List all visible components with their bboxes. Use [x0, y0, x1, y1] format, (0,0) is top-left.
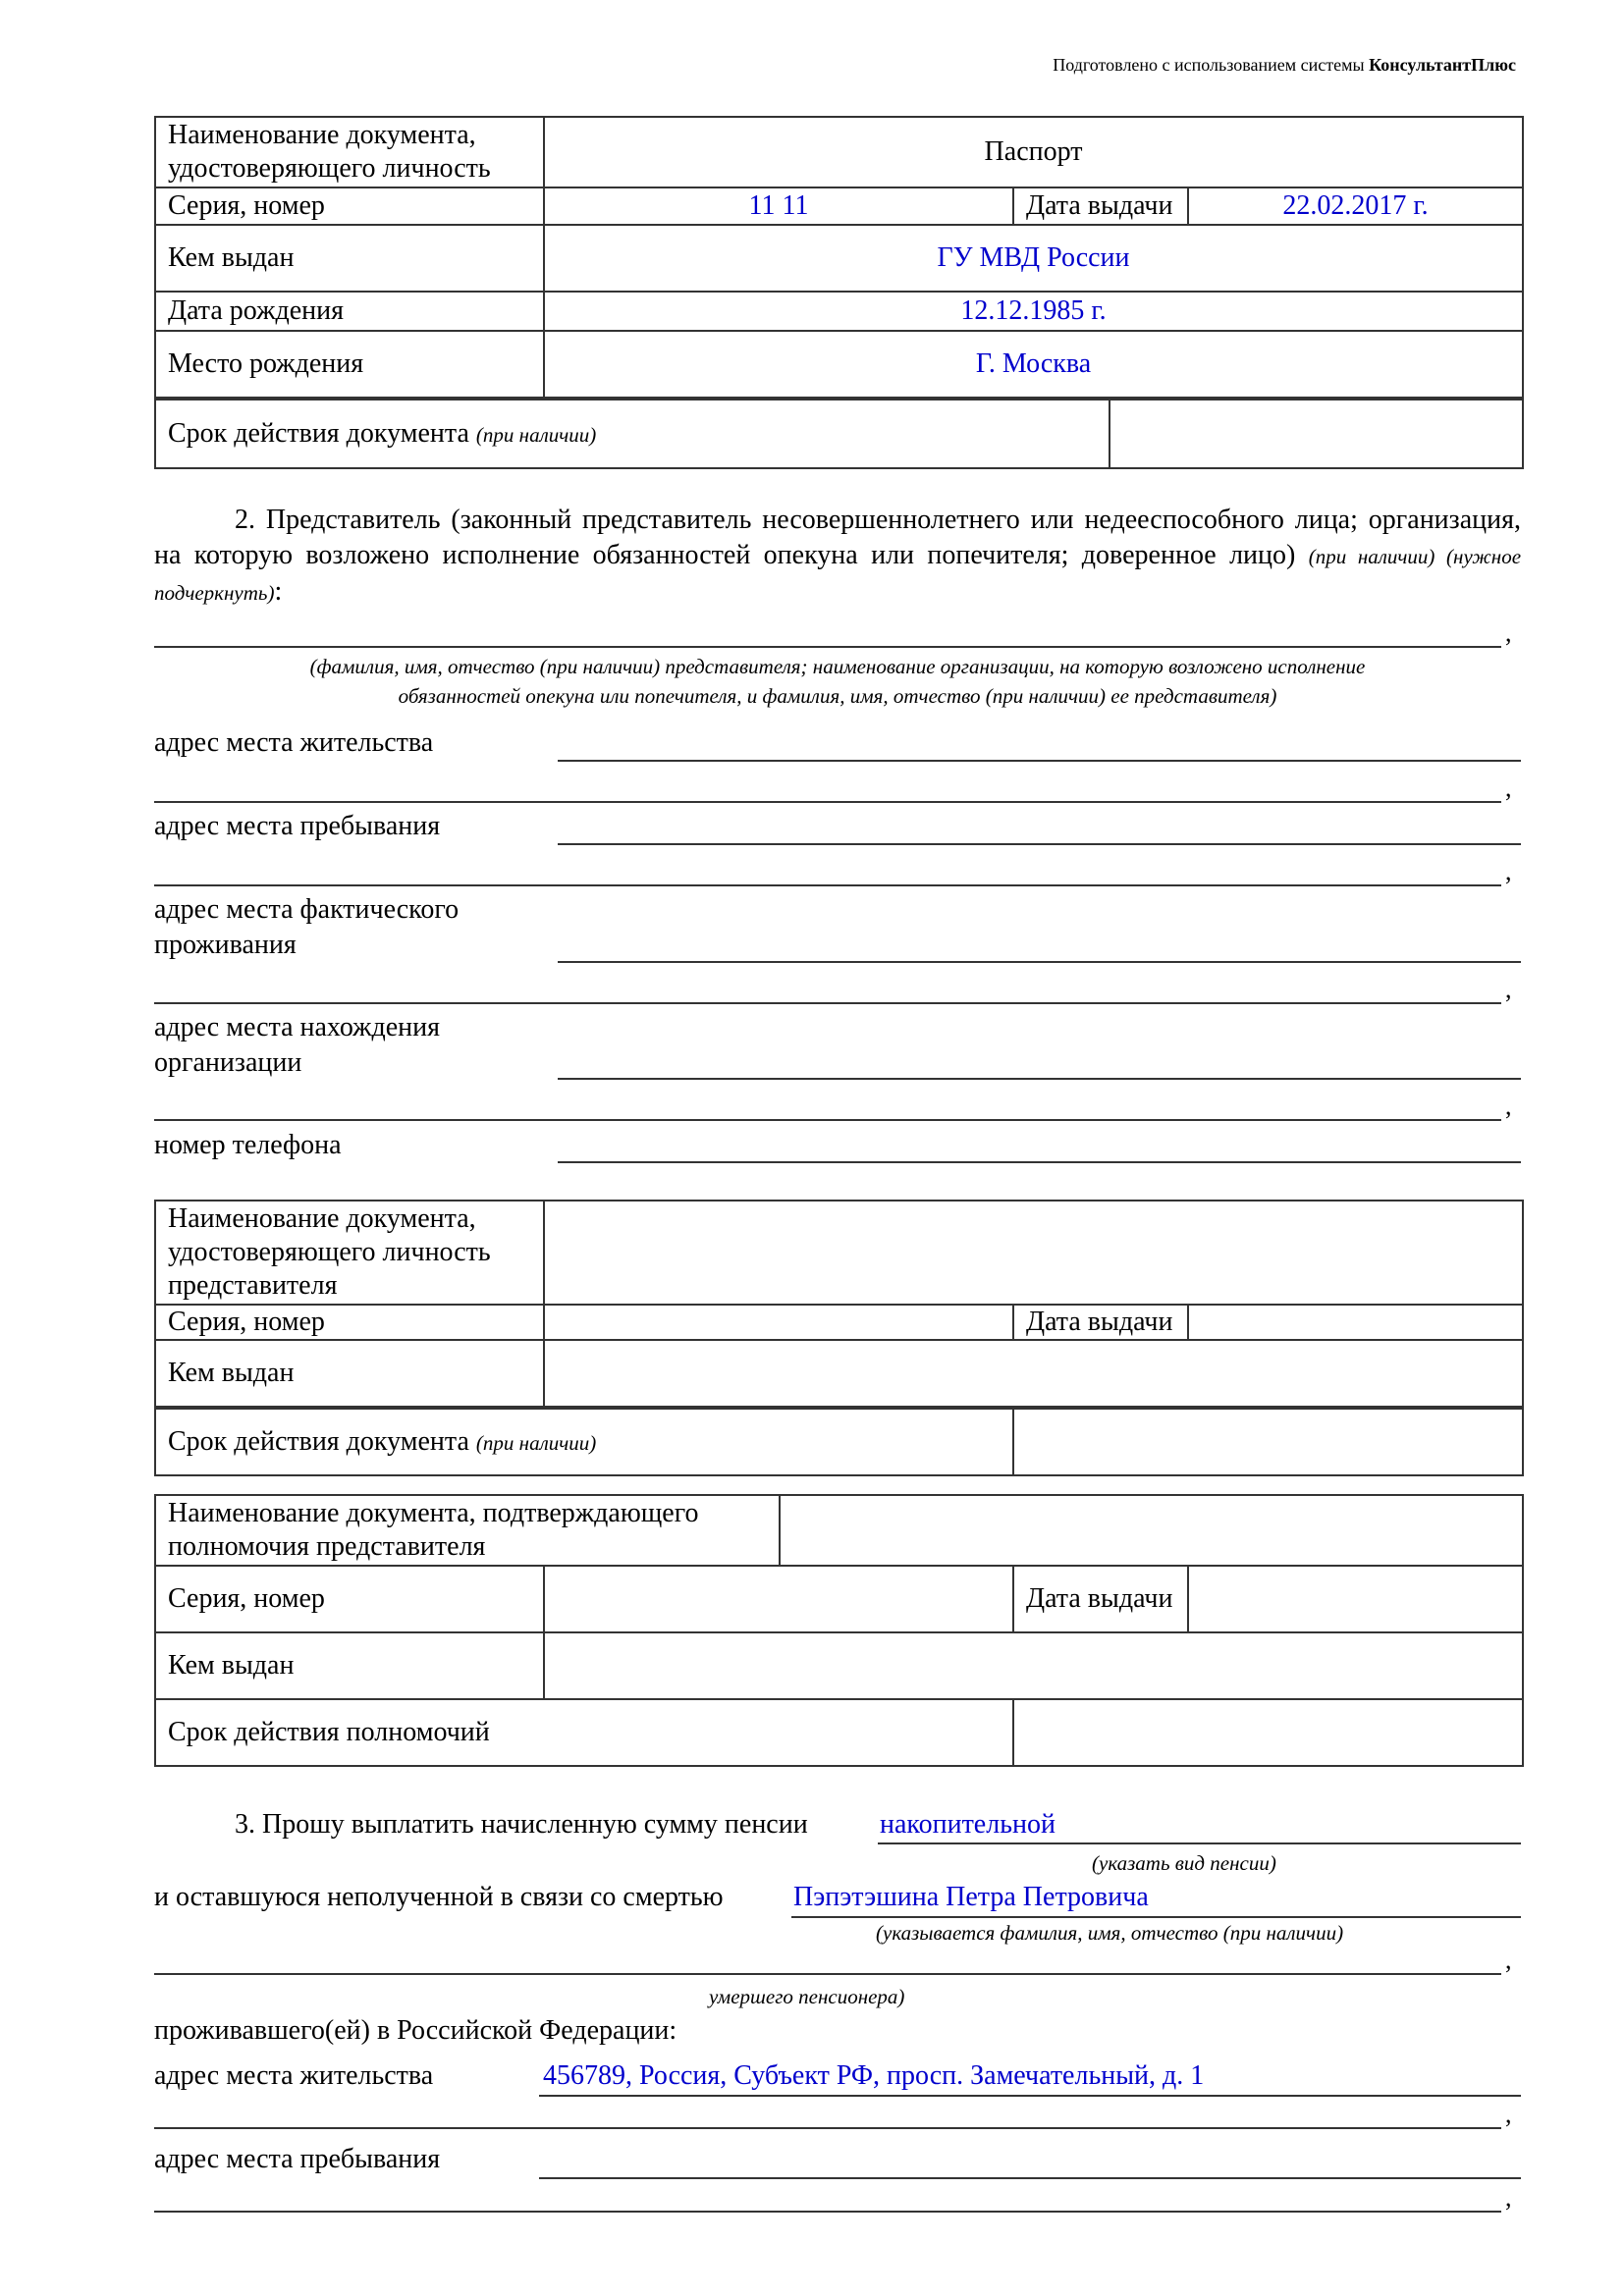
- deceased-stay-field-2[interactable]: [154, 2211, 1501, 2213]
- comma: ,: [1505, 2100, 1512, 2128]
- birth-date-label: Дата рождения: [155, 292, 544, 331]
- applicant-validity-table: [154, 399, 1524, 469]
- deceased-name-value[interactable]: Пэпэтэшина Петра Петровича: [793, 1882, 1149, 1912]
- deceased-name-field[interactable]: [791, 1916, 1521, 1918]
- section-2-text: 2. Представитель (законный представитель несовершеннолетнего или недееспособного лица; организация, на которую возложено исполнение обязанностей опекуна или попечителя; доверенное лицо): [154, 505, 1521, 570]
- rep-actual-label-2: проживания: [154, 930, 297, 960]
- colon: :: [274, 576, 283, 607]
- comma: ,: [1505, 975, 1512, 1003]
- issued-by-label: Кем выдан: [155, 225, 544, 292]
- rep-doc-name-value[interactable]: [544, 1201, 1523, 1305]
- auth-doc-name-label: Наименование документа, подтверждающего полномочия представителя: [155, 1495, 780, 1566]
- auth-series-value[interactable]: [544, 1566, 1013, 1632]
- rep-stay-field-2[interactable]: [154, 884, 1501, 886]
- applicant-id-document-table: [154, 116, 1524, 399]
- doc-name-label: Наименование документа, удостоверяющего личность: [155, 117, 544, 187]
- auth-validity-value[interactable]: [1013, 1699, 1523, 1766]
- deceased-residence-label: адрес места жительства: [154, 2060, 434, 2091]
- validity-value[interactable]: [1110, 400, 1523, 468]
- rep-actual-label-1: адрес места фактического: [154, 894, 460, 925]
- rep-validity-value[interactable]: [1013, 1409, 1523, 1475]
- validity-label-text: Срок действия документа: [168, 417, 469, 449]
- birth-place-value[interactable]: Г. Москва: [544, 331, 1523, 398]
- rep-stay-field[interactable]: [558, 843, 1521, 845]
- deceased-stay-field[interactable]: [539, 2177, 1521, 2179]
- doc-name-value[interactable]: Паспорт: [544, 117, 1523, 187]
- rep-org-field-2[interactable]: [154, 1119, 1501, 1121]
- rep-validity-note: (при наличии): [475, 1430, 597, 1455]
- comma: ,: [1505, 1092, 1512, 1120]
- representative-name-caption: (фамилия, имя, отчество (при наличии) представителя; наименование организации, на которую возложено исполнение обязанностей опекуна или попечителя, и фамилия, имя, отчество (при наличии) ее представителя): [309, 655, 1366, 708]
- rep-org-field[interactable]: [558, 1078, 1521, 1080]
- comma: ,: [1505, 857, 1512, 885]
- rep-org-label-1: адрес места нахождения: [154, 1012, 441, 1042]
- pension-type-value[interactable]: накопительной: [880, 1809, 1056, 1840]
- rep-validity-label-text: Срок действия документа: [168, 1425, 469, 1457]
- authority-document-details-table: [154, 1565, 1524, 1700]
- rep-stay-label: адрес места пребывания: [154, 811, 441, 841]
- prepared-text: Подготовлено с использованием системы: [1053, 55, 1365, 75]
- lived-in-rf-text: проживавшего(ей) в Российской Федерации:: [154, 2015, 677, 2046]
- death-text: и оставшуюся неполученной в связи со смертью: [154, 1882, 724, 1912]
- auth-validity-label: Срок действия полномочий: [155, 1699, 1013, 1766]
- validity-label: [155, 400, 1110, 468]
- birth-place-label: Место рождения: [155, 331, 544, 398]
- rep-phone-field[interactable]: [558, 1161, 1521, 1163]
- deceased-name-field-2[interactable]: [154, 1973, 1501, 1975]
- validity-note: (при наличии): [475, 422, 597, 447]
- auth-issued-by-value[interactable]: [544, 1632, 1523, 1699]
- brand-name: КонсультантПлюс: [1369, 55, 1516, 75]
- pension-type-caption: (указать вид пенсии): [1092, 1851, 1276, 1875]
- deceased-name-caption-1: (указывается фамилия, имя, отчество (при наличии): [876, 1921, 1344, 1945]
- issued-by-value[interactable]: ГУ МВД России: [544, 225, 1523, 292]
- rep-series-value[interactable]: [544, 1305, 1013, 1340]
- representative-name-field[interactable]: [154, 646, 1501, 648]
- rep-residence-field-2[interactable]: [154, 801, 1501, 803]
- auth-issued-by-label: Кем выдан: [155, 1632, 544, 1699]
- series-label: Серия, номер: [155, 187, 544, 225]
- authority-validity-table: [154, 1698, 1524, 1767]
- rep-validity-label: [155, 1409, 1013, 1475]
- section-3-request-text: 3. Прошу выплатить начисленную сумму пенсии: [235, 1809, 808, 1840]
- rep-doc-name-label: Наименование документа, удостоверяющего личность представителя: [155, 1201, 544, 1305]
- rep-actual-field[interactable]: [558, 961, 1521, 963]
- authority-document-table: [154, 1494, 1524, 1567]
- rep-residence-field[interactable]: [558, 760, 1521, 762]
- comma: ,: [1505, 2183, 1512, 2212]
- auth-series-label: Серия, номер: [155, 1566, 544, 1632]
- auth-issue-date-value[interactable]: [1188, 1566, 1523, 1632]
- representative-validity-table: [154, 1408, 1524, 1476]
- prepared-with-note: [1053, 55, 1516, 76]
- deceased-name-caption-2: умершего пенсионера): [709, 1985, 905, 2008]
- issue-date-label: Дата выдачи: [1013, 187, 1188, 225]
- deceased-stay-label: адрес места пребывания: [154, 2144, 441, 2174]
- comma: ,: [1505, 1946, 1512, 1974]
- rep-issue-date-value[interactable]: [1188, 1305, 1523, 1340]
- section-2-paragraph: [154, 503, 1521, 611]
- rep-actual-field-2[interactable]: [154, 1002, 1501, 1004]
- pension-type-field[interactable]: [878, 1842, 1521, 1844]
- birth-date-value[interactable]: 12.12.1985 г.: [544, 292, 1523, 331]
- section-2-note: (при наличии) (нужное подчеркнуть): [154, 545, 1522, 605]
- auth-doc-name-value[interactable]: [780, 1495, 1523, 1566]
- rep-issued-by-value[interactable]: [544, 1340, 1523, 1407]
- rep-org-label-2: организации: [154, 1047, 302, 1078]
- issue-date-value[interactable]: 22.02.2017 г.: [1188, 187, 1523, 225]
- rep-series-label: Серия, номер: [155, 1305, 544, 1340]
- rep-phone-label: номер телефона: [154, 1130, 342, 1160]
- representative-id-document-table: [154, 1200, 1524, 1408]
- deceased-residence-field[interactable]: [539, 2095, 1521, 2097]
- auth-issue-date-label: Дата выдачи: [1013, 1566, 1188, 1632]
- deceased-residence-field-2[interactable]: [154, 2127, 1501, 2129]
- rep-residence-label: адрес места жительства: [154, 727, 434, 758]
- deceased-residence-value[interactable]: 456789, Россия, Субъект РФ, просп. Замечательный, д. 1: [543, 2060, 1205, 2091]
- rep-issued-by-label: Кем выдан: [155, 1340, 544, 1407]
- comma: ,: [1505, 618, 1512, 647]
- comma: ,: [1505, 774, 1512, 802]
- series-value[interactable]: 11 11: [544, 187, 1013, 225]
- rep-issue-date-label: Дата выдачи: [1013, 1305, 1188, 1340]
